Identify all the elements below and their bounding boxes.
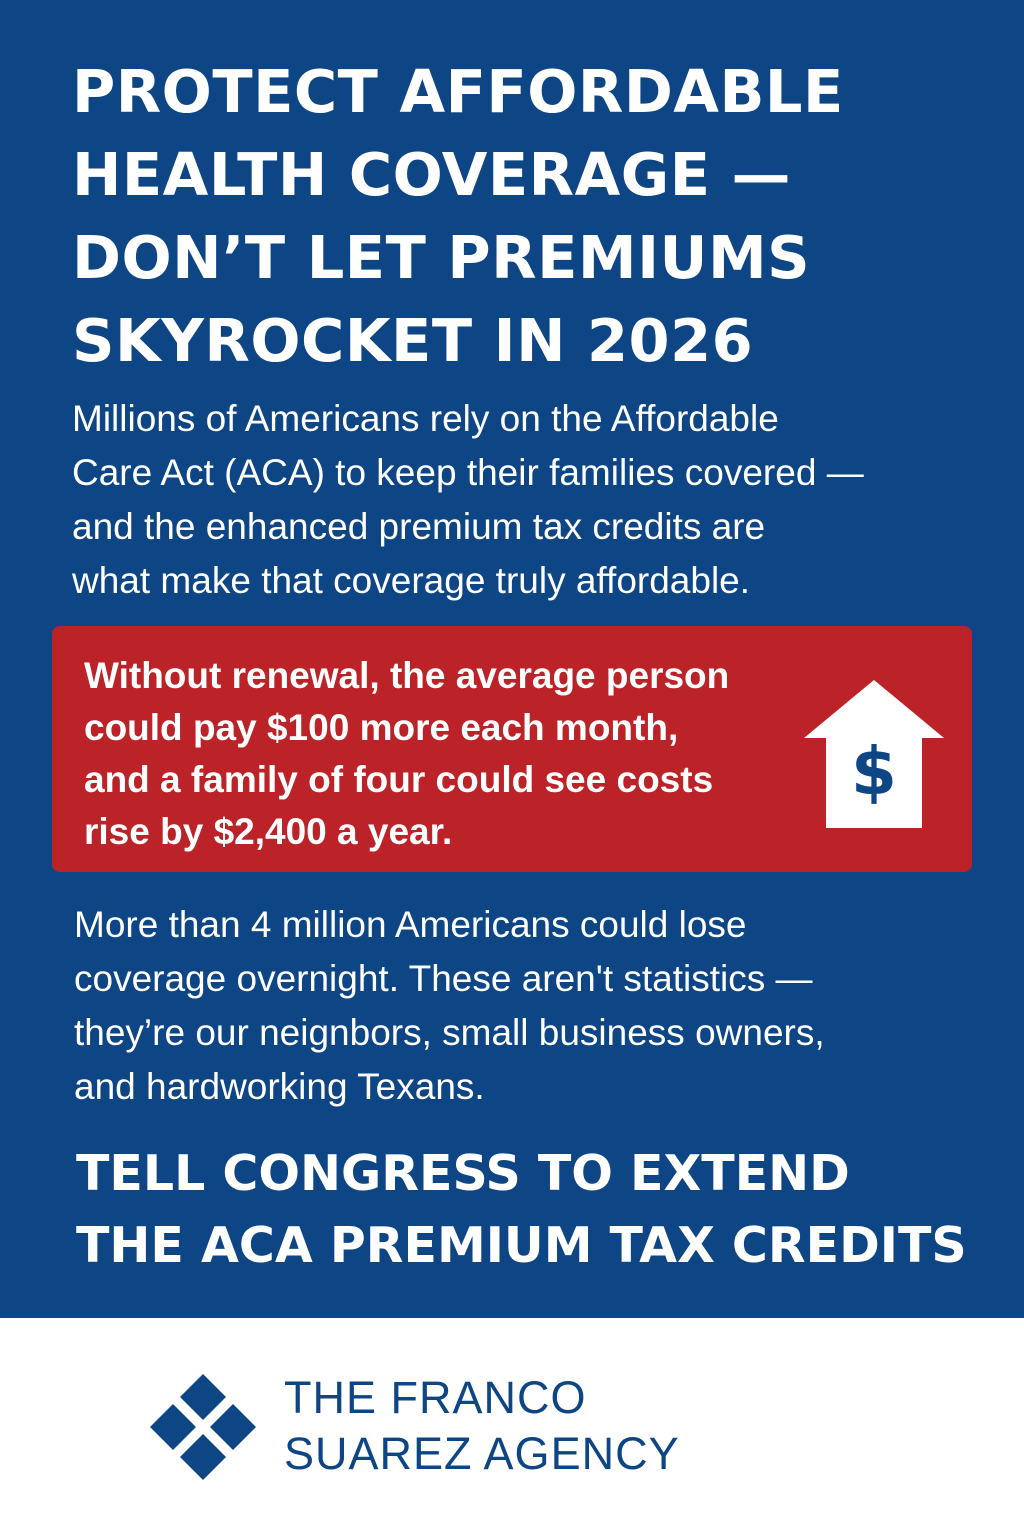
- body-paragraph: More than 4 million Americans could lose coverage overnight. These aren't statistics — they’re our neignbors, small business owners, and hardworking Texans.: [74, 904, 825, 1107]
- footer: [0, 1318, 1024, 1536]
- cost-alert-text: Without renewal, the average person could pay $100 more each month, and a family of four could see costs rise by $2,400 a year.: [84, 655, 730, 852]
- cost-alert-box: [52, 626, 972, 872]
- logo-diamond-left: [150, 1404, 196, 1450]
- logo-diamond-top: [180, 1374, 226, 1420]
- dollar-sign: $: [851, 733, 897, 810]
- logo-diamond-right: [210, 1404, 256, 1450]
- intro-paragraph: Millions of Americans rely on the Affordable Care Act (ACA) to keep their families covered — and the enhanced premium tax credits are what make that coverage truly affordable.: [72, 398, 864, 601]
- house-dollar-icon: [804, 680, 944, 830]
- headline: PROTECT AFFORDABLE HEALTH COVERAGE — DON’T LET PREMIUMS SKYROCKET IN 2026: [72, 57, 844, 375]
- diamond-grid-logo-icon: [150, 1374, 256, 1480]
- logo-diamond-bottom: [180, 1434, 226, 1480]
- agency-name: THE FRANCO SUAREZ AGENCY: [284, 1372, 680, 1479]
- call-to-action: TELL CONGRESS TO EXTEND THE ACA PREMIUM TAX CREDITS: [76, 1145, 967, 1274]
